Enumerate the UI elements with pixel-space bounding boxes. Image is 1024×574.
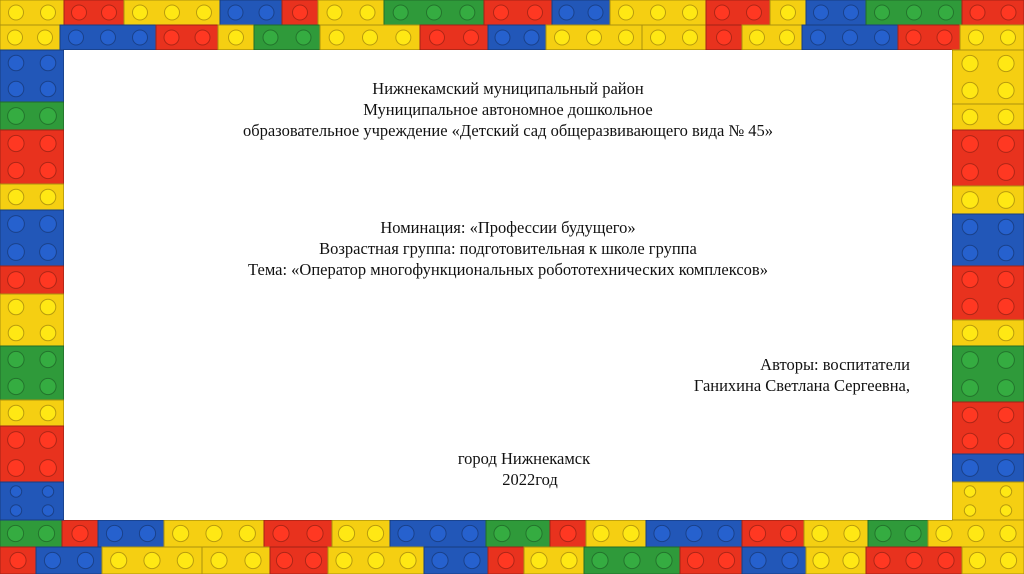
lego-stud [998,136,1015,153]
lego-stud [307,525,323,541]
lego-stud [970,5,985,20]
lego-stud [998,55,1014,71]
lego-stud [360,5,375,20]
lego-stud [400,552,416,568]
lego-stud [814,5,829,20]
lego-stud [101,30,116,45]
lego-stud [8,108,25,125]
lego-stud [718,525,734,541]
lego-stud [962,55,978,71]
lego-stud [40,460,57,477]
lego-stud [72,525,88,541]
lego-stud [1000,486,1011,497]
lego-stud [962,407,978,423]
lego-stud [905,525,921,541]
lego-stud [962,136,979,153]
age-group: Возрастная группа: подготовительная к школе группа [319,239,697,258]
place-block [404,448,644,490]
lego-stud [593,525,609,541]
lego-brick [952,402,1024,454]
lego-stud [962,192,979,209]
lego-stud [40,135,56,151]
lego-stud [462,525,478,541]
author-name: Ганихина Светлана Сергеевна, [693,376,910,395]
lego-stud [10,505,21,516]
lego-stud [7,525,23,541]
lego-stud [173,525,189,541]
lego-stud [396,30,411,45]
lego-stud [813,552,829,568]
lego-stud [812,525,828,541]
lego-stud [427,5,442,20]
lego-stud [106,525,122,541]
lego-brick [952,214,1024,266]
lego-stud [8,378,24,394]
lego-stud [936,525,952,541]
nomination-block [64,217,952,280]
lego-stud [998,433,1014,449]
lego-brick [952,346,1024,402]
lego-stud [560,525,576,541]
lego-stud [998,82,1014,98]
lego-stud [998,219,1014,235]
organization-block [64,78,952,141]
lego-stud [969,552,985,568]
lego-stud [363,30,378,45]
lego-stud [40,405,56,421]
lego-brick [952,130,1024,186]
lego-stud [40,378,56,394]
lego-stud [336,552,352,568]
lego-stud [259,5,274,20]
lego-stud [964,505,975,516]
lego-stud [164,30,179,45]
lego-stud [8,30,23,45]
lego-stud [937,30,952,45]
lego-stud [623,525,639,541]
lego-stud [619,30,634,45]
lego-stud [296,30,311,45]
lego-stud [8,299,24,315]
lego-stud [906,30,921,45]
lego-stud [781,5,796,20]
lego-stud [40,351,56,367]
lego-stud [40,244,57,261]
lego-stud [782,552,798,568]
lego-stud [962,271,978,287]
lego-stud [592,552,608,568]
lego-stud [165,5,180,20]
lego-stud [38,525,54,541]
lego-stud [41,5,56,20]
lego-stud [962,245,978,261]
lego-stud [531,552,547,568]
lego-stud [10,486,21,497]
lego-stud [42,486,53,497]
lego-stud [40,272,57,289]
lego-stud [263,30,278,45]
authors-label: Авторы: воспитатели [760,355,910,374]
lego-stud [1000,505,1011,516]
lego-stud [229,30,244,45]
lego-stud [998,460,1015,477]
lego-stud [962,298,978,314]
lego-stud [327,5,342,20]
lego-stud [683,5,698,20]
lego-stud [962,109,978,125]
lego-stud [276,552,292,568]
lego-stud [10,552,26,568]
lego-stud [587,30,602,45]
lego-stud [875,5,890,20]
lego-stud [844,5,859,20]
lego-stud [561,552,577,568]
lego-stud [939,5,954,20]
lego-stud [683,30,698,45]
lego-stud [338,525,354,541]
lego-brick [0,482,64,520]
lego-stud [968,525,984,541]
lego-stud [195,30,210,45]
lego-stud [177,552,193,568]
lego-stud [715,5,730,20]
lego-stud [111,552,127,568]
lego-stud [8,460,25,477]
lego-stud [749,525,765,541]
lego-stud [844,525,860,541]
lego-stud [8,272,25,289]
lego-stud [40,432,57,449]
lego-brick [952,266,1024,320]
lego-stud [687,552,703,568]
lego-stud [8,244,25,261]
lego-stud [962,82,978,98]
lego-stud [656,552,672,568]
lego-stud [526,525,542,541]
lego-stud [8,162,24,178]
lego-stud [811,30,826,45]
organization-type: Муниципальное автономное дошкольное [363,100,653,119]
lego-stud [464,30,479,45]
lego-stud [528,5,543,20]
lego-stud [843,30,858,45]
lego-stud [40,189,56,205]
lego-stud [305,552,321,568]
year: 2022год [502,470,558,489]
lego-stud [40,108,57,125]
lego-stud [654,525,670,541]
lego-stud [588,5,603,20]
lego-stud [8,81,24,97]
lego-stud [40,299,56,315]
lego-stud [962,219,978,235]
lego-stud [1001,30,1016,45]
lego-stud [962,380,979,397]
lego-stud [69,30,84,45]
lego-stud [651,5,666,20]
lego-stud [998,298,1014,314]
lego-stud [750,552,766,568]
lego-stud [398,525,414,541]
lego-stud [8,135,24,151]
lego-stud [133,5,148,20]
lego-stud [8,405,24,421]
lego-stud [72,5,87,20]
lego-stud [464,552,480,568]
lego-stud [962,325,978,341]
lego-stud [1000,552,1016,568]
lego-stud [432,552,448,568]
lego-stud [197,5,212,20]
organization-district: Нижнекамский муниципальный район [372,79,644,98]
lego-stud [393,5,408,20]
lego-stud [962,352,979,369]
lego-stud [228,5,243,20]
lego-stud [8,189,24,205]
lego-stud [962,460,979,477]
lego-stud [998,164,1015,181]
lego-stud [998,192,1015,209]
authors-block [610,354,910,396]
lego-stud [40,55,56,71]
lego-stud [998,407,1014,423]
lego-stud [430,30,445,45]
lego-stud [969,30,984,45]
lego-stud [8,432,25,449]
lego-stud [718,552,734,568]
lego-stud [875,30,890,45]
lego-stud [964,486,975,497]
lego-stud [102,5,117,20]
lego-stud [1000,525,1016,541]
title-slide-sheet [64,50,952,520]
lego-stud [843,552,859,568]
lego-stud [139,525,155,541]
lego-stud [780,525,796,541]
lego-stud [750,30,765,45]
lego-stud [1001,5,1016,20]
lego-stud [8,351,24,367]
lego-stud [273,525,289,541]
lego-stud [998,380,1015,397]
lego-stud [686,525,702,541]
lego-brick [952,50,1024,104]
lego-stud [40,325,56,341]
lego-stud [717,30,732,45]
lego-stud [874,552,890,568]
lego-stud [998,245,1014,261]
lego-stud [144,552,160,568]
nomination-title: Номинация: «Профессии будущего» [380,218,636,237]
lego-stud [329,30,344,45]
lego-stud [42,505,53,516]
lego-stud [38,30,53,45]
topic: Тема: «Оператор многофункциональных робототехнических комплексов» [248,260,768,279]
lego-stud [962,164,979,181]
lego-stud [40,216,57,233]
lego-stud [624,552,640,568]
lego-stud [780,30,795,45]
lego-stud [8,325,24,341]
lego-stud [44,552,60,568]
lego-stud [938,552,954,568]
lego-stud [77,552,93,568]
lego-stud [245,552,261,568]
lego-stud [962,433,978,449]
lego-stud [619,5,634,20]
lego-stud [8,216,25,233]
lego-stud [8,55,24,71]
lego-stud [998,271,1014,287]
lego-stud [651,30,666,45]
lego-stud [498,552,514,568]
lego-stud [460,5,475,20]
lego-stud [40,162,56,178]
lego-stud [9,5,24,20]
lego-stud [998,352,1015,369]
lego-stud [524,30,539,45]
lego-stud [875,525,891,541]
lego-stud [211,552,227,568]
lego-brick [952,482,1024,520]
lego-stud [555,30,570,45]
organization-name: образовательное учреждение «Детский сад общеразвивающего вида № 45» [242,121,774,140]
lego-stud [907,5,922,20]
lego-stud [747,5,762,20]
lego-stud [495,30,510,45]
lego-stud [430,525,446,541]
lego-stud [293,5,308,20]
lego-stud [906,552,922,568]
lego-stud [494,525,510,541]
lego-stud [367,525,383,541]
lego-stud [998,325,1014,341]
lego-stud [998,109,1014,125]
lego-stud [368,552,384,568]
city: город Нижнекамск [457,449,591,468]
lego-stud [239,525,255,541]
lego-stud [494,5,509,20]
lego-stud [559,5,574,20]
lego-stud [206,525,222,541]
lego-stud [40,81,56,97]
lego-stud [133,30,148,45]
